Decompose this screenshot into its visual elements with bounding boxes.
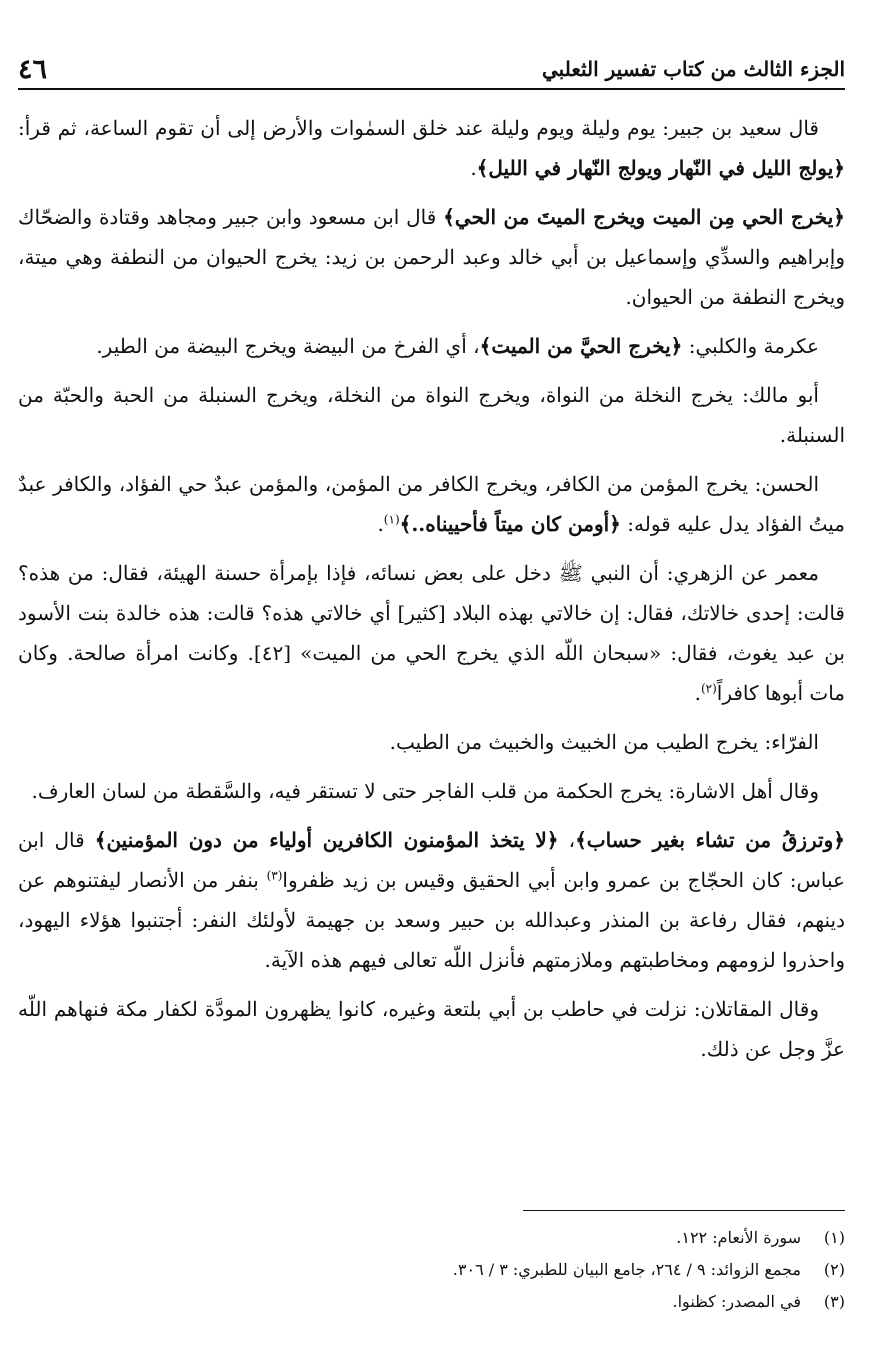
quran-verse: ﴿وترزقُ من تشاء بغير حساب﴾ <box>575 828 845 852</box>
text-run: قال ابن مسعود وابن جبير ومجاهد وقتادة والضحّاك وإبراهيم والسدِّي وإسماعيل بن أبي خالد وعبد الرحمن بن زيد: يخرج الحيوان من النطفة وهي ميتة، ويخرج النطفة من الحيوان. <box>18 205 845 309</box>
text-run: عكرمة والكلبي: <box>682 334 819 358</box>
footnote-text: سورة الأنعام: ١٢٢. <box>676 1228 801 1247</box>
text-run: . <box>470 156 477 180</box>
paragraph <box>18 820 845 980</box>
page-header <box>18 52 845 90</box>
footnote-ref: (٣) <box>266 868 283 883</box>
paragraph <box>18 197 845 317</box>
text-run: وقال المقاتلان: نزلت في حاطب بن أبي بلتعة وغيره، كانوا يظهرون المودَّة لكفار مكة فنهاهم اللّه عزَّ وجل عن ذلك. <box>18 997 845 1061</box>
paragraph <box>18 771 845 811</box>
quran-verse: ﴿يولج الليل في النّهار ويولج النّهار في الليل﴾ <box>476 156 845 180</box>
footnote-ref: (٢) <box>700 681 717 696</box>
paragraph <box>18 553 845 713</box>
footnote-text: مجمع الزوائد: ٩ / ٢٦٤، جامع البيان للطبري: ٣ / ٣٠٦. <box>452 1260 801 1279</box>
text-run: معمر عن الزهري: أن النبي ﷺ دخل على بعض نسائه، فإذا بإمرأة حسنة الهيئة، فقال: من هذه؟ قالت: إحدى خالاتك، فقال: إن خالاتي بهذه البلاد [كثير] أي خالاتي هذه؟ قالت: هذه خالدة بنت الأسود بن عبد يغوث، فقال: «سبحان اللّه الذي يخرج الحي من الميت» [٤٢]. وكانت امرأة صالحة. وكان مات أبوها كافراً <box>18 561 846 705</box>
quran-verse: ﴿يخرج الحيَّ من الميت﴾ <box>479 334 683 358</box>
footnotes <box>18 1222 845 1318</box>
text-run: بنفر من الأنصار ليفتنوهم عن دينهم، فقال رفاعة بن المنذر وعبدالله بن حبير وسعد بن جهيمة لأولئك النفر: أجتنبوا هؤلاء اليهود، واحذروا لزومهم ومخاطبتهم وملازمتهم فأنزل اللّه تعالى فيهم هذه الآية. <box>18 868 846 972</box>
footnote-divider <box>523 1210 845 1211</box>
text-run: الفرّاء: يخرج الطيب من الخبيث والخبيث من الطيب. <box>389 730 819 754</box>
main-text <box>18 108 845 1078</box>
book-title: الجزء الثالث من كتاب تفسير الثعلبي <box>542 57 845 81</box>
paragraph <box>18 108 845 188</box>
footnote-ref: (١) <box>383 512 400 527</box>
quran-verse: ﴿يخرج الحي مِن الميت ويخرج الميتَ من الحي﴾ <box>443 205 845 229</box>
page-number: ٤٦ <box>18 54 48 85</box>
footnote <box>18 1222 845 1254</box>
text-run: ، أي الفرخ من البيضة ويخرج البيضة من الطير. <box>96 334 480 358</box>
quran-verse: ﴿لا يتخذ المؤمنون الكافرين أولياء من دون المؤمنين﴾ <box>94 828 559 852</box>
paragraph <box>18 375 845 455</box>
footnote-number: (١) <box>823 1228 845 1247</box>
text-run: . <box>377 512 384 536</box>
text-run: . <box>694 681 701 705</box>
text-run: الحسن: يخرج المؤمن من الكافر، ويخرج الكافر من المؤمن، والمؤمن عبدٌ حي الفؤاد، والكافر عبدٌ ميتُ الفؤاد يدل عليه قوله: <box>18 472 845 536</box>
text-run: وقال أهل الاشارة: يخرج الحكمة من قلب الفاجر حتى لا تستقر فيه، والسَّقطة من لسان العارف. <box>31 779 819 803</box>
footnote-text: في المصدر: كظنوا. <box>672 1292 801 1311</box>
footnote-number: (٢) <box>823 1260 845 1279</box>
text-run: ، <box>558 828 576 852</box>
paragraph <box>18 722 845 762</box>
footnote-number: (٣) <box>823 1292 845 1311</box>
text-run: قال سعيد بن جبير: يوم وليلة ويوم وليلة عند خلق السمٰوات والأرض إلى أن تقوم الساعة، ثم قرأ: <box>18 116 819 140</box>
text-run: قال ابن عباس: كان الحجّاج بن عمرو وابن أبي الحقيق وقيس بن زيد ظفروا <box>18 828 845 892</box>
text-run: أبو مالك: يخرج النخلة من النواة، ويخرج النواة من النخلة، ويخرج السنبلة من الحبة والحبّة من السنبلة. <box>18 383 845 447</box>
footnote <box>18 1254 845 1286</box>
paragraph <box>18 464 845 544</box>
quran-verse: ﴿أومن كان ميتاً فأحييناه..﴾ <box>399 512 621 536</box>
paragraph <box>18 326 845 366</box>
footnote <box>18 1286 845 1318</box>
paragraph <box>18 989 845 1069</box>
